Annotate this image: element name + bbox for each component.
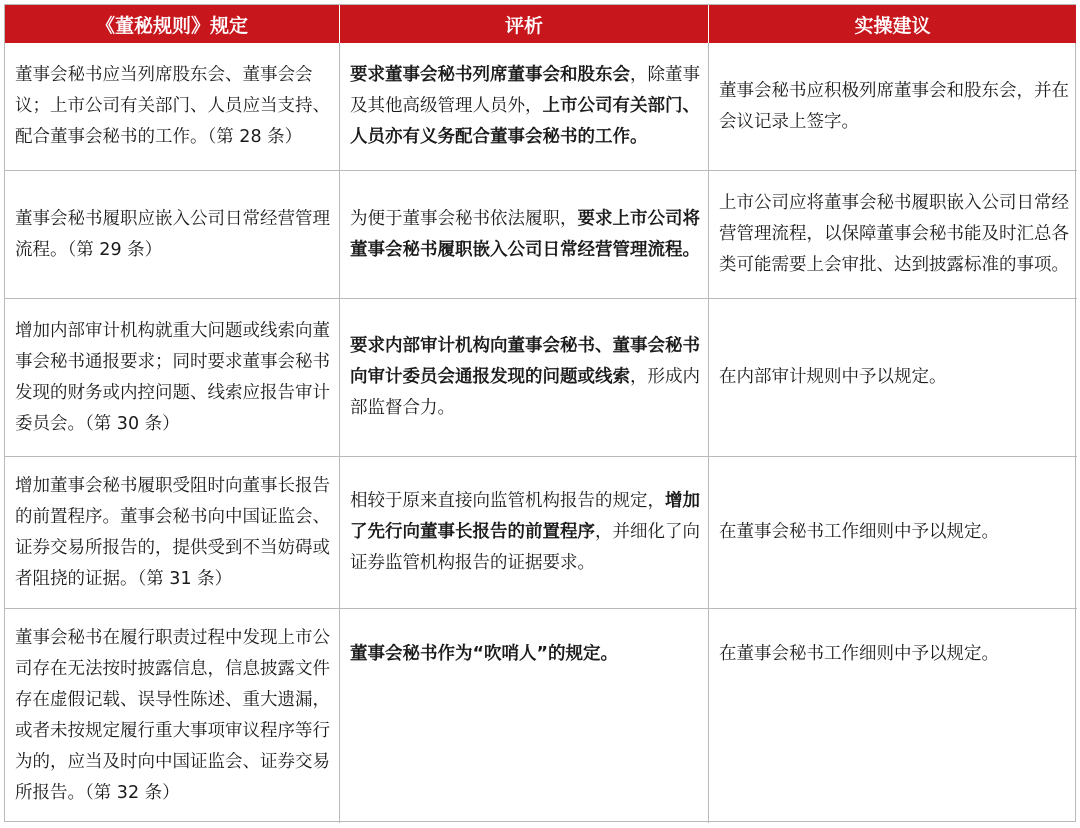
table-cell-analysis: [340, 609, 709, 823]
table-cell-rule: [5, 457, 340, 609]
header-rule-label: 《董秘规则》规定: [95, 14, 248, 37]
analysis-segment: 董事会秘书作为“吹哨人”的规定。: [350, 644, 619, 664]
table-cell-analysis: [340, 43, 709, 171]
rule-text: 董事会秘书在履行职责过程中发现上市公司存在无法按时披露信息，信息披露文件存在虚假记载、误导性陈述、重大遗漏，或者未按规定履行重大事项审议程序等行为的，应当及时向中国证监会、证券交易所报告。（第 32 条）: [15, 628, 330, 803]
rule-text: 增加内部审计机构就重大问题或线索向董事会秘书通报要求；同时要求董事会秘书发现的财务或内控问题、线索应报告审计委员会。（第 30 条）: [15, 320, 330, 434]
table-cell-rule: [5, 299, 340, 457]
table-cell-advice: [709, 609, 1077, 823]
header-rule: [5, 5, 340, 43]
analysis-segment: ，除董事及其他高级管理人员外，: [350, 65, 700, 116]
advice-text: 在董事会秘书工作细则中予以规定。: [719, 644, 999, 664]
rule-text: 增加董事会秘书履职受阻时向董事长报告的前置程序。董事会秘书向中国证监会、证券交易所报告的，提供受到不当妨碍或者阻挠的证据。（第 31 条）: [15, 475, 330, 589]
advice-text: 在内部审计规则中予以规定。: [719, 367, 947, 387]
table-cell-advice: [709, 171, 1077, 299]
table-cell-rule: [5, 171, 340, 299]
analysis-segment: 要求内部审计机构向董事会秘书、董事会秘书向审计委员会通报发现的问题或线索: [350, 336, 700, 387]
analysis-segment: 要求上市公司将董事会秘书履职嵌入公司日常经营管理流程。: [350, 208, 700, 260]
analysis-segment: 为便于董事会秘书依法履职，: [350, 208, 578, 229]
analysis-segment: 增加了先行向董事长报告的前置程序: [350, 491, 700, 542]
analysis-segment: ，并细化了向证券监管机构报告的证据要求。: [350, 522, 700, 573]
table-cell-rule: [5, 43, 340, 171]
analysis-segment: 要求董事会秘书列席董事会和股东会: [350, 65, 630, 85]
rule-text: 董事会秘书履职应嵌入公司日常经营管理流程。（第 29 条）: [15, 208, 330, 260]
table-cell-advice: [709, 43, 1077, 171]
analysis-segment: 相较于原来直接向监管机构报告的规定，: [350, 491, 665, 511]
regulation-table: [4, 4, 1076, 822]
analysis-text: [350, 486, 700, 579]
table-cell-analysis: [340, 299, 709, 457]
analysis-segment: ，形成内部监督合力。: [350, 367, 700, 418]
analysis-segment: 上市公司有关部门、人员亦有义务配合董事会秘书的工作。: [350, 96, 700, 147]
header-advice: [709, 5, 1077, 43]
header-advice-label: 实操建议: [854, 14, 931, 37]
analysis-text: [350, 204, 700, 266]
advice-text: 在董事会秘书工作细则中予以规定。: [719, 522, 999, 542]
table-cell-rule: [5, 609, 340, 823]
table-cell-advice: [709, 457, 1077, 609]
analysis-text: [350, 639, 700, 670]
analysis-text: [350, 60, 700, 153]
advice-text: 董事会秘书应积极列席董事会和股东会，并在会议记录上签字。: [719, 80, 1069, 132]
header-analysis-label: 评析: [504, 14, 543, 37]
table-cell-analysis: [340, 457, 709, 609]
rule-text: 董事会秘书应当列席股东会、董事会会议；上市公司有关部门、人员应当支持、配合董事会秘书的工作。（第 28 条）: [15, 65, 330, 147]
advice-text: 上市公司应将董事会秘书履职嵌入公司日常经营管理流程，以保障董事会秘书能及时汇总各类可能需要上会审批、达到披露标准的事项。: [719, 193, 1069, 275]
table-cell-advice: [709, 299, 1077, 457]
header-analysis: [340, 5, 709, 43]
analysis-text: [350, 331, 700, 424]
table-cell-analysis: [340, 171, 709, 299]
